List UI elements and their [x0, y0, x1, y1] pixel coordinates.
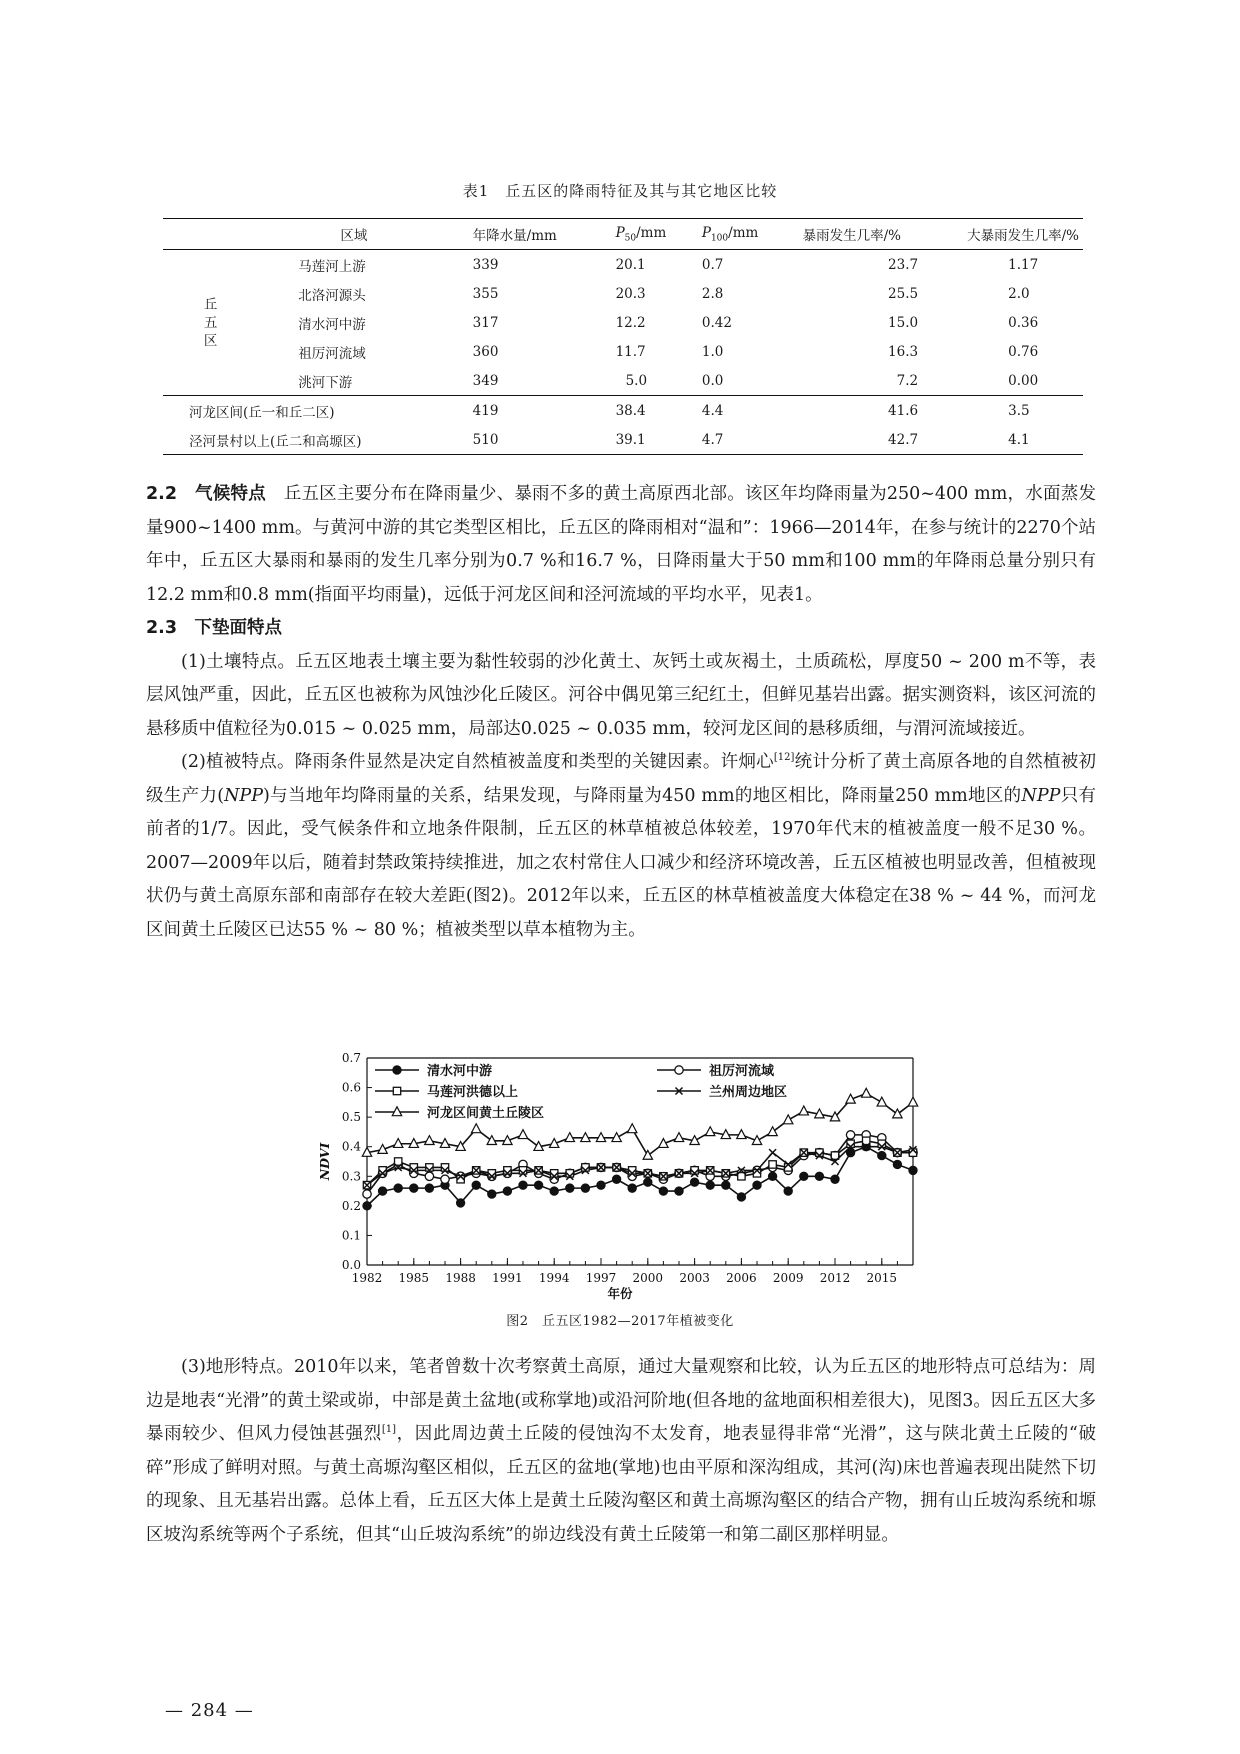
table-caption: 表1 丘五区的降雨特征及其与其它地区比较	[462, 182, 778, 200]
data-point-0	[768, 1172, 776, 1180]
header-p50	[612, 219, 698, 250]
data-point-4	[877, 1097, 886, 1106]
data-point-0	[800, 1172, 808, 1180]
data-table	[163, 218, 1083, 455]
legend-label: 河龙区间黄土丘陵区	[427, 1106, 545, 1121]
x-tick-label: 1988	[445, 1271, 476, 1285]
legend-marker	[675, 1066, 683, 1074]
data-point-4	[472, 1124, 481, 1133]
data-point-4	[799, 1106, 808, 1115]
header-p100	[698, 219, 799, 250]
row-p100: 0.42	[701, 314, 732, 331]
data-point-0	[363, 1202, 371, 1210]
y-tick-label: 0.5	[341, 1110, 361, 1125]
row-p50: 38.4	[612, 396, 698, 426]
row-extreme: 0.00	[1008, 372, 1039, 389]
y-tick-label: 0.2	[341, 1198, 361, 1213]
header-p50-sub: 50	[624, 233, 637, 244]
paragraph-text: (3)地形特点。2010年以来，笔者曾数十次考察黄土高原，通过大量观察和比较，认为丘五区的地形特点可总结为：周边是地表“光滑”的黄土梁或峁，中部是黄土盆地(或称掌地)或沿河阶地(但各地的盆地面积相差很大)，见图3。因丘五区大多暴雨较少、但风力侵蚀甚强烈	[146, 1357, 1096, 1444]
legend-label: 祖厉河流域	[709, 1064, 775, 1079]
x-tick-label: 2000	[632, 1271, 664, 1285]
row-extreme: 1.17	[1008, 256, 1039, 273]
data-point-4	[784, 1115, 793, 1124]
x-tick-label: 1994	[538, 1271, 570, 1285]
header-p100-base: P	[701, 224, 711, 241]
row-rain: 419	[469, 396, 612, 426]
header-region: 区域	[163, 219, 469, 250]
data-point-0	[815, 1172, 823, 1180]
data-point-4	[518, 1130, 527, 1139]
page-number: — 284 —	[165, 1700, 254, 1721]
data-point-0	[612, 1175, 620, 1183]
paragraph-text: )与当地年均降雨量的关系，结果发现，与降雨量为450 mm的地区相比，降雨量250 mm地区的	[262, 785, 1022, 806]
legend-label: 兰州周边地区	[709, 1085, 788, 1100]
data-point-4	[768, 1127, 777, 1136]
y-tick-label: 0.3	[341, 1169, 361, 1184]
row-name: 泾河景村以上(丘二和高塬区)	[163, 425, 469, 455]
data-point-4	[908, 1097, 917, 1106]
data-point-0	[722, 1181, 730, 1189]
table-header-row	[163, 219, 1083, 250]
section-2-2	[146, 478, 1096, 612]
x-tick-label: 2012	[819, 1271, 851, 1285]
row-name: 马莲河上游	[298, 258, 366, 275]
data-point-0	[503, 1187, 511, 1195]
x-tick-label: 1997	[585, 1271, 617, 1285]
table-row	[163, 366, 1083, 396]
data-point-0	[909, 1166, 917, 1174]
paragraph-soil: (1)土壤特点。丘五区地表土壤主要为黏性较弱的沙化黄土、灰钙土或灰褐土，土质疏松，厚度50 ~ 200 m不等，表层风蚀严重，因此，丘五区也被称为风蚀沙化丘陵区。河谷中偶见第三纪红土，但鲜见基岩出露。据实测资料，该区河流的悬移质中值粒径为0.015 ~ 0.025 mm，局部达0.025 ~ 0.035 mm，较河龙区间的悬移质细，与渭河流域接近。	[146, 651, 1096, 739]
y-axis-label: NDVI	[317, 1142, 332, 1181]
header-p100-sub: 100	[710, 233, 729, 244]
row-rain: 360	[472, 343, 499, 360]
paragraph-text: 只有前者的1/7。因此，受气候条件和立地条件限制，丘五区的林草植被总体较差，1970年代末的植被盖度一般不足30 %。2007—2009年以后，随着封禁政策持续推进，加之农村常住人口减少和经济环境改善，丘五区植被也明显改善，但植被现状仍与黄土高原东部和南部存在较大差距(图2)。2012年以来，丘五区的林草植被盖度大体稳定在38 % ~ 44 %，而河龙区间黄土丘陵区已达55 % ~ 80 %；植被类型以草本植物为主。	[146, 785, 1097, 940]
data-point-4	[425, 1136, 434, 1145]
data-point-0	[737, 1193, 745, 1201]
data-point-0	[394, 1184, 402, 1192]
npp-term: NPP	[1021, 785, 1061, 806]
paragraph-text: (2)植被特点。降雨条件显然是决定自然植被盖度和类型的关键因素。许炯心	[181, 752, 774, 772]
data-point-0	[628, 1184, 636, 1192]
data-point-0	[831, 1175, 839, 1183]
row-heavy: 25.5	[888, 285, 919, 302]
row-p50: 11.7	[615, 343, 646, 360]
x-tick-label: 2009	[772, 1271, 804, 1285]
body-text-2	[146, 1351, 1096, 1552]
data-point-0	[581, 1184, 589, 1192]
data-point-2	[769, 1161, 776, 1168]
row-rain: 510	[469, 425, 612, 455]
row-heavy: 41.6	[799, 396, 963, 426]
data-point-0	[410, 1184, 418, 1192]
row-heavy: 16.3	[888, 343, 919, 360]
data-point-4	[628, 1124, 637, 1133]
row-p50: 39.1	[612, 425, 698, 455]
data-point-0	[566, 1184, 574, 1192]
row-heavy: 42.7	[799, 425, 963, 455]
header-p100-unit: /mm	[728, 224, 759, 241]
table-row	[163, 425, 1083, 455]
figure-caption: 图2 丘五区1982—2017年植被变化	[506, 1314, 734, 1329]
x-tick-label: 1982	[351, 1271, 383, 1285]
table-row	[163, 308, 1083, 337]
row-p100: 0.7	[701, 256, 724, 273]
row-p100: 2.8	[701, 285, 724, 302]
x-tick-label: 1985	[398, 1271, 430, 1285]
data-point-1	[846, 1131, 854, 1139]
legend-marker	[393, 1087, 400, 1094]
row-rain: 317	[472, 314, 499, 331]
data-point-4	[862, 1088, 871, 1097]
legend-label: 马莲河洪德以上	[427, 1085, 519, 1100]
x-tick-label: 1991	[492, 1271, 523, 1285]
row-p50: 20.3	[615, 285, 646, 302]
paragraph-text: ，因此周边黄土丘陵的侵蚀沟不太发育，地表显得非常“光滑”，这与陕北黄土丘陵的“破碎”形成了鲜明对照。与黄土高塬沟壑区相似，丘五区的盆地(掌地)也由平原和深沟组成，其河(沟)床也普遍表现出陡然下切的现象、且无基岩出露。总体上看，丘五区大体上是黄土丘陵沟壑区和黄土高塬沟壑区的结合产物，拥有山丘坡沟系统和塬区坡沟系统等两个子系统，但其“山丘坡沟系统”的峁边线没有黄土丘陵第一和第二副区那样明显。	[146, 1424, 1097, 1545]
data-point-0	[378, 1187, 386, 1195]
x-tick-label: 2006	[726, 1271, 757, 1285]
row-extreme: 4.1	[963, 425, 1083, 455]
row-name: 洮河下游	[298, 374, 353, 391]
data-point-0	[534, 1181, 542, 1189]
x-axis-label: 年份	[607, 1286, 633, 1301]
row-p50: 20.1	[615, 256, 646, 273]
data-point-0	[550, 1187, 558, 1195]
table-row	[163, 279, 1083, 308]
row-p50: 12.2	[615, 314, 646, 331]
data-point-4	[706, 1127, 715, 1136]
section-heading: 2.3 下垫面特点	[146, 618, 283, 638]
paragraph-terrain	[146, 1351, 1096, 1552]
data-point-0	[878, 1151, 886, 1159]
ndvi-chart	[300, 1038, 940, 1328]
table-row	[163, 396, 1083, 426]
table-row	[163, 337, 1083, 366]
citation: [12]	[773, 752, 795, 764]
row-rain: 355	[472, 285, 499, 302]
data-point-0	[675, 1187, 683, 1195]
legend-label: 清水河中游	[427, 1064, 493, 1079]
body-text	[146, 478, 1096, 947]
data-point-0	[425, 1184, 433, 1192]
row-extreme: 0.36	[1008, 314, 1039, 331]
data-point-1	[441, 1175, 449, 1183]
data-point-1	[363, 1190, 371, 1198]
data-point-0	[690, 1178, 698, 1186]
row-extreme: 2.0	[1008, 285, 1030, 302]
x-tick-label: 2015	[866, 1271, 898, 1285]
data-point-0	[597, 1181, 605, 1189]
row-p100: 0.0	[701, 372, 724, 389]
citation: [1]	[381, 1424, 397, 1436]
y-tick-label: 0.6	[341, 1080, 361, 1095]
row-heavy: 15.0	[888, 314, 919, 331]
row-heavy: 7.2	[896, 372, 919, 389]
data-point-4	[893, 1109, 902, 1118]
header-extreme: 大暴雨发生几率/%	[963, 219, 1083, 250]
row-rain: 349	[472, 372, 499, 389]
header-p50-base: P	[615, 224, 625, 241]
figure-2	[300, 1038, 940, 1328]
row-p100: 4.7	[698, 425, 799, 455]
group-label: 丘 五 区	[203, 296, 218, 349]
legend-marker	[393, 1066, 401, 1074]
data-point-0	[893, 1160, 901, 1168]
data-point-0	[472, 1181, 480, 1189]
section-heading: 2.2 气候特点	[146, 484, 266, 504]
data-point-0	[706, 1181, 714, 1189]
header-rain: 年降水量/mm	[469, 219, 612, 250]
data-point-0	[753, 1181, 761, 1189]
data-point-0	[659, 1187, 667, 1195]
row-p100: 1.0	[701, 343, 724, 360]
data-point-3	[769, 1149, 776, 1156]
data-point-4	[674, 1133, 683, 1142]
row-name: 河龙区间(丘一和丘二区)	[163, 396, 469, 426]
row-name: 清水河中游	[298, 316, 366, 333]
y-tick-label: 0.7	[341, 1051, 361, 1065]
row-name: 北洛河源头	[298, 287, 366, 304]
row-heavy: 23.7	[888, 256, 919, 273]
paragraph-text: 丘五区主要分布在降雨量少、暴雨不多的黄土高原西北部。该区年均降雨量为250~400 mm，水面蒸发量900~1400 mm。与黄河中游的其它类型区相比，丘五区的降雨相对“温和”：1966—2014年，在参与统计的2270个站年中，丘五区大暴雨和暴雨的发生几率分别为0.7 %和16.7 %，日降雨量大于50 mm和100 mm的年降雨总量分别只有12.2 mm和0.8 mm(指面平均雨量)，远低于河龙区间和泾河流域的平均水平，见表1。	[146, 484, 1097, 605]
row-extreme: 0.76	[1008, 343, 1039, 360]
row-rain: 339	[472, 256, 499, 273]
row-name: 祖厉河流域	[298, 345, 366, 362]
paragraph-text: 统计分析了黄土高原各地的自然植被初级生产力(	[146, 752, 1096, 806]
data-point-0	[488, 1190, 496, 1198]
row-extreme: 3.5	[963, 396, 1083, 426]
data-point-4	[643, 1150, 652, 1159]
row-p100: 4.4	[698, 396, 799, 426]
row-p50: 5.0	[625, 372, 648, 389]
header-p50-unit: /mm	[636, 224, 667, 241]
table-row	[163, 250, 1083, 280]
npp-term: NPP	[224, 785, 263, 806]
header-heavy: 暴雨发生几率/%	[799, 219, 963, 250]
paragraph-vegetation	[146, 746, 1096, 947]
data-point-0	[456, 1199, 464, 1207]
y-tick-label: 0.1	[341, 1228, 361, 1243]
x-tick-label: 2003	[679, 1271, 710, 1285]
data-point-0	[644, 1178, 652, 1186]
data-point-0	[784, 1187, 792, 1195]
data-point-0	[519, 1181, 527, 1189]
y-tick-label: 0.0	[341, 1258, 361, 1272]
y-tick-label: 0.4	[341, 1139, 361, 1154]
